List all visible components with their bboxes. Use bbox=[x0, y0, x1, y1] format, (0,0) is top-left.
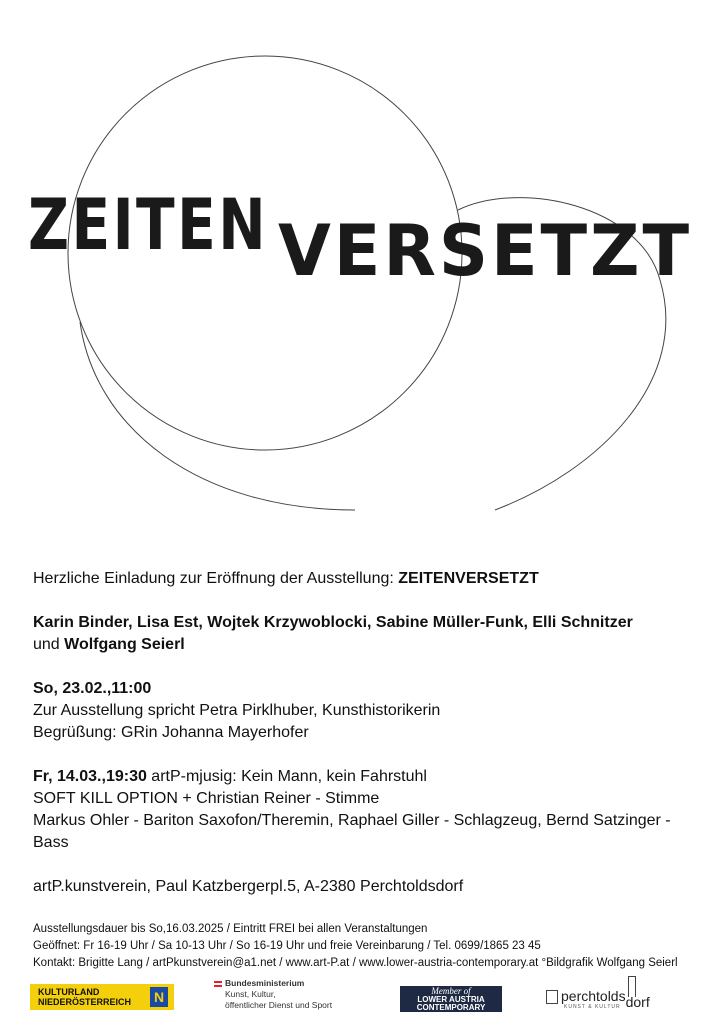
title-versetzt: VERSETZT bbox=[278, 210, 692, 292]
sponsor-logos bbox=[0, 976, 721, 1020]
kulturland-line-1: KULTURLAND bbox=[38, 987, 100, 997]
lac-line-1: LOWER AUSTRIA bbox=[417, 994, 485, 1004]
artists-list: Karin Binder, Lisa Est, Wojtek Krzywoblocki, Sabine Müller-Funk, Elli Schnitzer bbox=[33, 614, 633, 631]
pd-text-1: perchtolds bbox=[561, 988, 626, 1004]
ministry-line-2: öffentlicher Dienst und Sport bbox=[225, 1000, 333, 1010]
venue-address: artP.kunstverein, Paul Katzbergerpl.5, A-2380 Perchtoldsdorf bbox=[33, 878, 464, 895]
ministry-line-1: Kunst, Kultur, bbox=[225, 989, 276, 999]
perchtoldsdorf-logo bbox=[546, 988, 650, 1010]
ministry-head: Bundesministerium bbox=[225, 978, 305, 988]
invitation-text bbox=[33, 568, 703, 898]
artists-and: und bbox=[33, 636, 65, 653]
footer-hours: Geöffnet: Fr 16-19 Uhr / Sa 10-13 Uhr / So 16-19 Uhr und freie Vereinbarung / Tel. 0699/1865 23 45 bbox=[33, 940, 541, 952]
footer-info bbox=[33, 921, 713, 972]
concert-line-2: SOFT KILL OPTION + Christian Reiner - Stimme bbox=[33, 790, 380, 807]
concert-line bbox=[33, 766, 703, 788]
kulturland-n-icon: N bbox=[150, 987, 168, 1007]
concert-line-3: Markus Ohler - Bariton Saxofon/Theremin, Raphael Giller - Schlagzeug, Bernd Satzinger - Bass bbox=[33, 812, 671, 851]
title-zeiten: ZEITEN bbox=[28, 184, 268, 266]
invitation-intro bbox=[33, 568, 703, 590]
exhibition-name: ZEITENVERSETZT bbox=[398, 570, 539, 587]
ministry-logo bbox=[214, 978, 364, 1011]
artist-last: Wolfgang Seierl bbox=[64, 636, 185, 653]
footer-duration: Ausstellungsdauer bis So,16.03.2025 / Eintritt FREI bei allen Veranstaltungen bbox=[33, 923, 428, 935]
lower-austria-contemporary-logo bbox=[400, 986, 502, 1012]
kulturland-logo bbox=[30, 984, 174, 1010]
lac-line-2: CONTEMPORARY bbox=[416, 1003, 486, 1012]
concert-title: artP-mjusig: Kein Mann, kein Fahrstuhl bbox=[146, 768, 427, 785]
opening-date bbox=[33, 678, 703, 700]
lac-member: Member of bbox=[431, 986, 471, 996]
opening-speech: Zur Ausstellung spricht Petra Pirklhuber, Kunsthistorikerin bbox=[33, 702, 441, 719]
concert-date: Fr, 14.03.,19:30 bbox=[33, 768, 147, 785]
pd-text-2: dorf bbox=[625, 994, 650, 1010]
footer-contact: Kontakt: Brigitte Lang / artPkunstverein@a1.net / www.art-P.at / www.lower-austria-contemporary.at °Bildgrafik Wolfgang Seierl bbox=[33, 957, 678, 969]
opening-welcome: Begrüßung: GRin Johanna Mayerhofer bbox=[33, 724, 309, 741]
kulturland-line-2: NIEDERÖSTERREICH bbox=[38, 997, 132, 1007]
opening-date-text: So, 23.02.,11:00 bbox=[33, 680, 152, 697]
pd-sub: KUNST & KULTUR bbox=[564, 1004, 621, 1010]
crest-icon bbox=[546, 990, 558, 1004]
artists-line bbox=[33, 612, 703, 634]
austria-flag-icon bbox=[214, 981, 222, 987]
intro-text: Herzliche Einladung zur Eröffnung der Ausstellung: bbox=[33, 570, 399, 587]
artists-line-2 bbox=[33, 634, 703, 656]
